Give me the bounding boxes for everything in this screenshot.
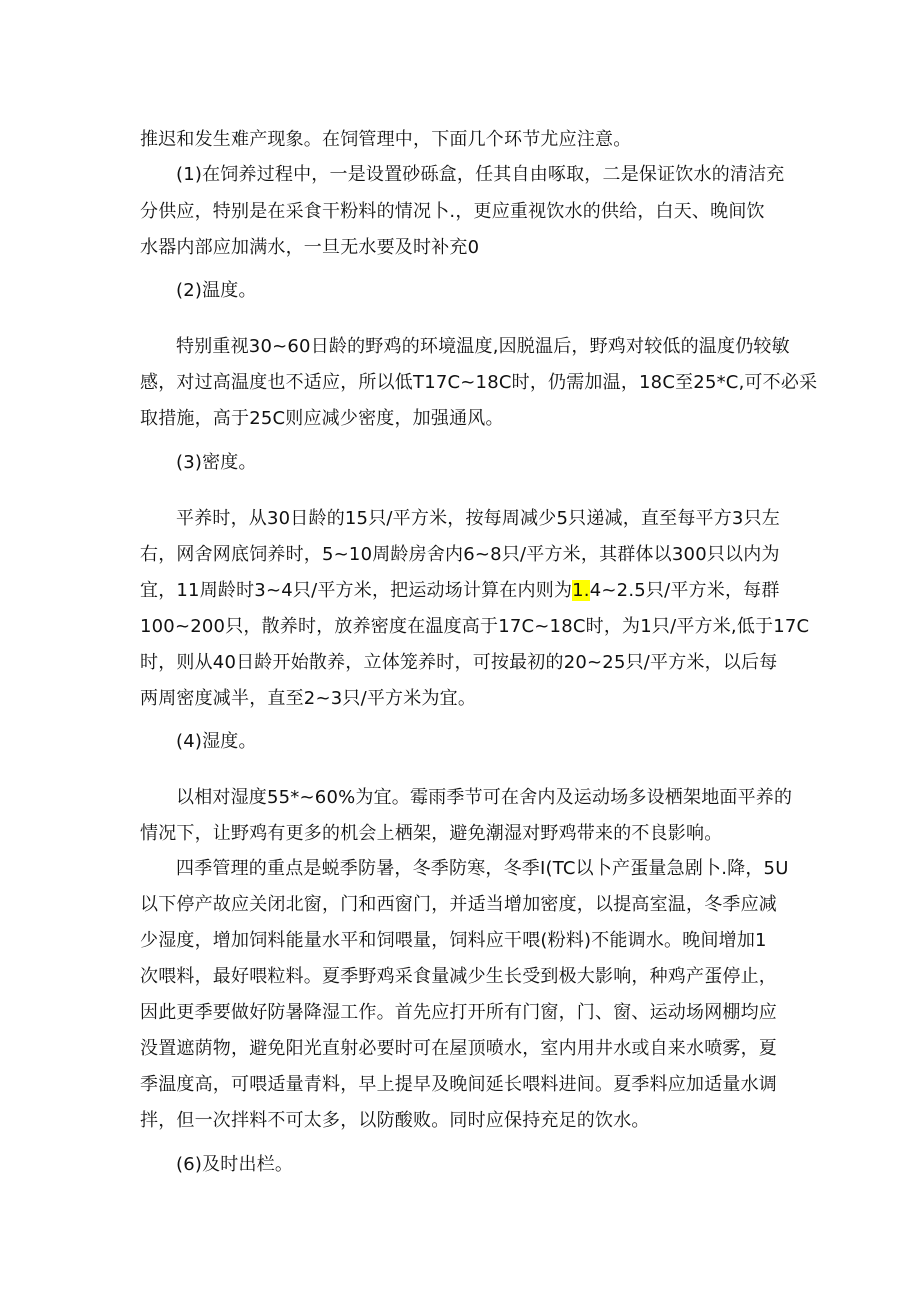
text-line: 右，网舍网底饲养时，5~10周龄房舍内6~8只/平方米，其群体以300只以内为 bbox=[140, 544, 780, 565]
text-line: 平养时，从30日龄的15只/平方米，按每周减少5只递减，直至每平方3只左 bbox=[176, 508, 780, 529]
text-line: 四季管理的重点是蜕季防暑，冬季防寒，冬季I(TC以卜产蛋量急剧卜.降，5U bbox=[176, 858, 789, 879]
text-line: 时，则从40日龄开始散养，立体笼养时，可按最初的20~25只/平方米，以后每 bbox=[140, 652, 778, 673]
section-heading: (2)温度。 bbox=[176, 280, 257, 301]
section-heading: (6)及时出栏。 bbox=[176, 1154, 294, 1175]
section-heading: (4)湿度。 bbox=[176, 731, 257, 752]
text-line: (1)在饲养过程中，一是设置砂砾盒，任其自由啄取，二是保证饮水的清洁充 bbox=[176, 164, 785, 185]
text-line: 水器内部应加满水，一旦无水要及时补充0 bbox=[140, 237, 480, 258]
text-line: 情况下，让野鸡有更多的机会上栖架，避免潮湿对野鸡带来的不良影响。 bbox=[140, 823, 723, 844]
text-line: 以相对湿度55*~60%为宜。霉雨季节可在舍内及运动场多设栖架地面平养的 bbox=[176, 787, 793, 808]
text-line: 感，对过高温度也不适应，所以低T17C~18C时，仍需加温，18C至25*C,可不必采 bbox=[140, 372, 818, 393]
text-line: 拌，但一次拌料不可太多，以防酸败。同时应保持充足的饮水。 bbox=[140, 1110, 650, 1131]
text-line: 次喂料，最好喂粒料。夏季野鸡采食量减少生长受到极大影响，种鸡产蛋停止， bbox=[140, 966, 777, 987]
text-line: 分供应，特别是在采食干粉料的情况卜.，更应重视饮水的供给，白天、晚间饮 bbox=[140, 201, 765, 222]
text-line: 推迟和发生难产现象。在饲管理中，下面几个环节尤应注意。 bbox=[140, 129, 632, 150]
text-line: 没置遮荫物，避免阳光直射必要时可在屋顶喷水，室内用井水或自来水喷雾，夏 bbox=[140, 1038, 777, 1059]
text-line: 少湿度，增加饲料能量水平和饲喂量，饲料应干喂(粉料)不能调水。晚间增加1 bbox=[140, 930, 767, 951]
text-line: 特别重视30~60日龄的野鸡的环境温度,因脱温后，野鸡对较低的温度仍较敏 bbox=[176, 336, 790, 357]
text-line: 以下停产故应关闭北窗，门和西窗门，并适当增加密度，以提高室温，冬季应减 bbox=[140, 894, 777, 915]
text-line: 取措施，高于25C则应减少密度，加强通风。 bbox=[140, 408, 504, 429]
text-line: 因此更季要做好防暑降湿工作。首先应打开所有门窗，门、窗、运动场网棚均应 bbox=[140, 1002, 777, 1023]
text-segment: 4~2.5只/平方米，每群 bbox=[589, 580, 780, 601]
text-line: 季温度高，可喂适量青料，早上提早及晚间延长喂料进间。夏季料应加适量水调 bbox=[140, 1074, 777, 1095]
text-segment: 宜，11周龄时3~4只/平方米，把运动场计算在内则为 bbox=[140, 580, 573, 601]
section-heading: (3)密度。 bbox=[176, 452, 257, 473]
highlighted-text: 1. bbox=[572, 580, 590, 601]
text-line: 100~200只，散养时，放养密度在温度高于17C~18C时，为1只/平方米,低于17C bbox=[140, 616, 810, 637]
text-line: 两周密度减半，直至2~3只/平方米为宜。 bbox=[140, 688, 477, 709]
text-line bbox=[140, 579, 780, 603]
